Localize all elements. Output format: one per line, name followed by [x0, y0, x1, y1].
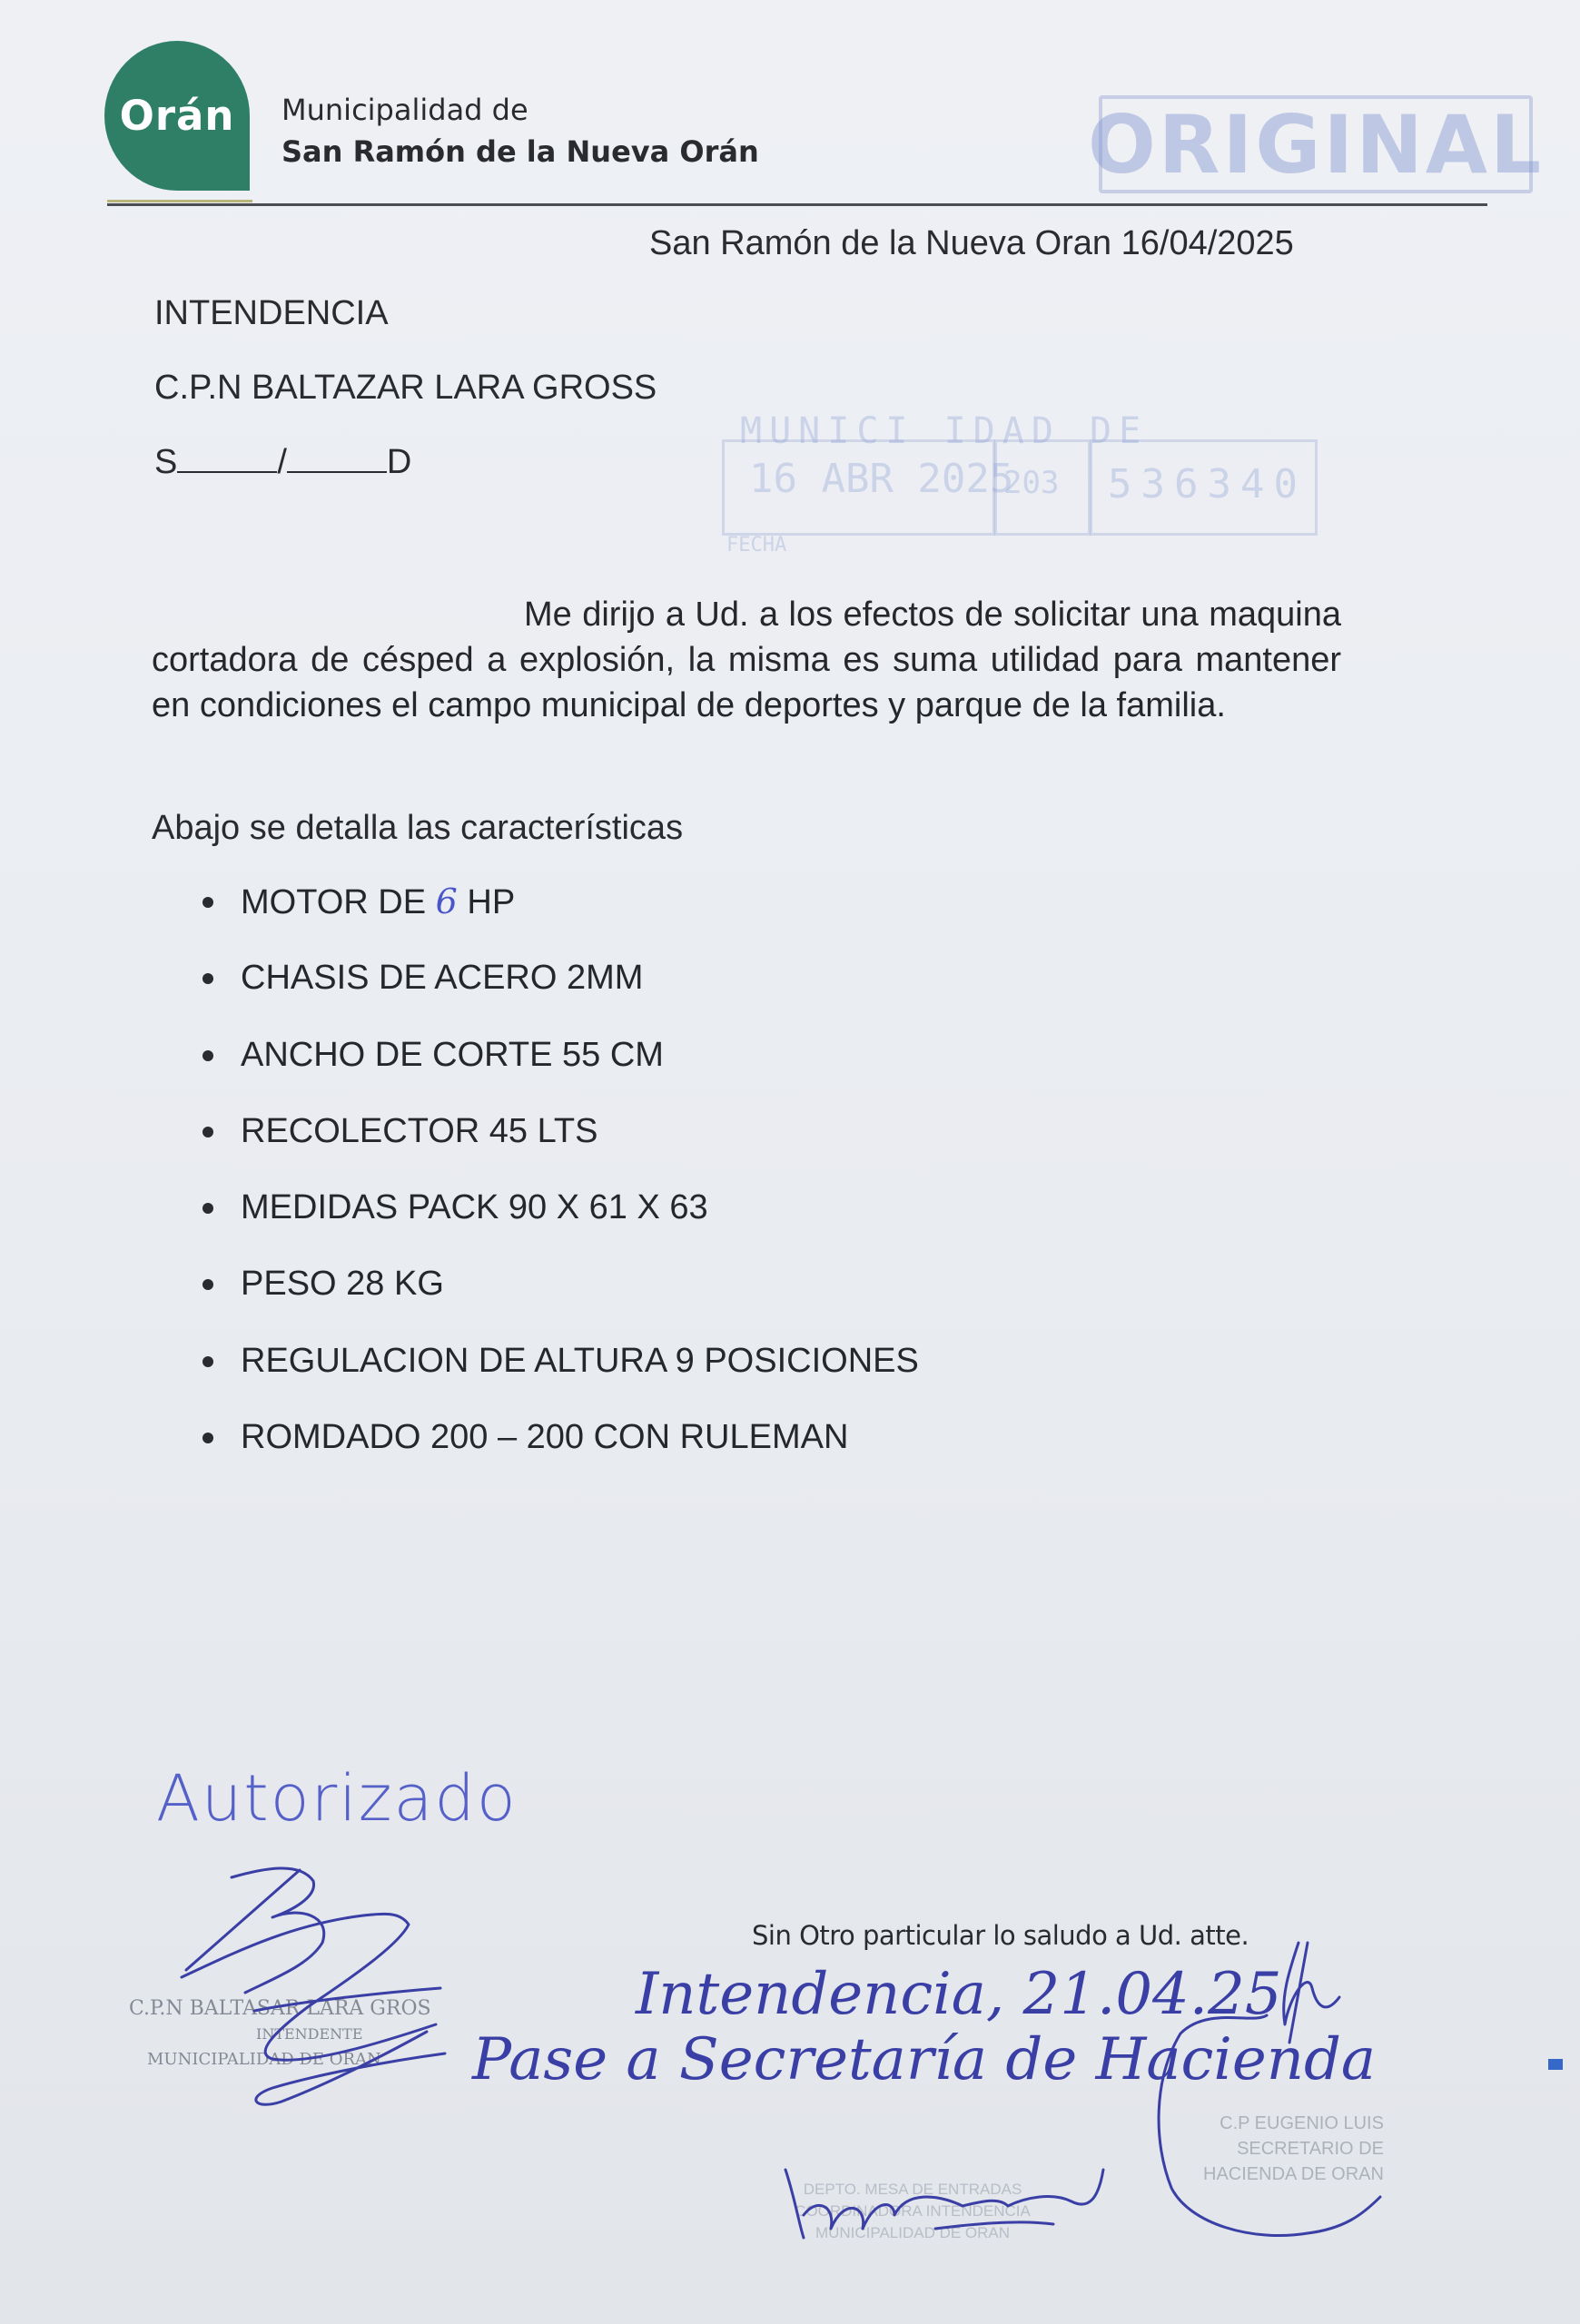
stamp-line: C.P EUGENIO LUIS — [1220, 2113, 1384, 2133]
received-number: 536340 — [1108, 461, 1307, 507]
feature-text: MEDIDAS PACK 90 X 61 X 63 — [241, 1188, 708, 1227]
features-intro: Abajo se detalla las características — [152, 809, 684, 847]
municipality-line-2: San Ramón de la Nueva Orán — [281, 134, 759, 169]
feature-text: MOTOR DE — [241, 883, 436, 921]
stamp-line: C.P.N BALTASAR LARA GROS — [129, 1997, 431, 2020]
stamp-line: INTENDENTE — [256, 2025, 363, 2043]
received-label: FECHA — [726, 534, 787, 556]
intendente-signature — [182, 1868, 440, 2060]
municipality-line-1: Municipalidad de — [281, 93, 528, 127]
feature-text: CHASIS DE ACERO 2MM — [241, 959, 644, 998]
recipient-office: INTENDENCIA — [154, 294, 389, 332]
stamp-line: SECRETARIO DE — [1237, 2139, 1384, 2159]
feature-text: ROMDADO 200 – 200 CON RULEMAN — [241, 1418, 849, 1457]
feature-text: REGULACION DE ALTURA 9 POSICIONES — [241, 1341, 919, 1380]
closing-line: Sin Otro particular lo saludo a Ud. atte. — [752, 1920, 1249, 1951]
salutation-s: S — [154, 443, 178, 481]
intendente-signature-loop — [256, 2032, 445, 2104]
handwritten-value: 6 — [435, 881, 458, 921]
intendencia-date-handwriting: Intendencia, 21.04.25 — [636, 1961, 1282, 2028]
stamp-line: HACIENDA DE ORAN — [1203, 2164, 1384, 2184]
logo-text: Orán — [119, 92, 235, 140]
stamp-line: COORDINADORA INTENDENCIA — [795, 2202, 1031, 2220]
pase-handwriting: Pase a Secretaría de Hacienda — [472, 2026, 1377, 2093]
received-code: 203 — [1003, 465, 1060, 501]
authorized-handwriting: Autorizado — [156, 1761, 518, 1836]
received-date: 16 ABR 2025 — [749, 456, 1014, 502]
stamp-line: DEPTO. MESA DE ENTRADAS — [803, 2181, 1022, 2198]
feature-text: PESO 28 KG — [241, 1265, 444, 1304]
received-stamp-header: MUNICI IDAD DE — [740, 410, 1149, 452]
recipient-name: C.P.N BALTAZAR LARA GROSS — [154, 369, 657, 407]
stamp-line: MUNICIPALIDAD DE ORAN — [147, 2050, 381, 2069]
feature-text: ANCHO DE CORTE 55 CM — [241, 1035, 664, 1074]
mesa-entradas-signature — [785, 2170, 1103, 2238]
secretary-signature — [1159, 1943, 1380, 2236]
salutation-d: D — [386, 443, 412, 481]
original-stamp: ORIGINAL — [1099, 95, 1533, 193]
place-date: San Ramón de la Nueva Oran 16/04/2025 — [649, 224, 1294, 262]
letter-body: Me dirijo a Ud. a los efectos de solicitar una maquina cortadora de césped a explosión, la misma es suma utilidad para mantener en condiciones el campo municipal de deportes y parque de la familia. — [152, 596, 1341, 724]
feature-text-suffix: HP — [457, 883, 516, 921]
stamp-line: MUNICIPALIDAD DE ORAN — [815, 2224, 1011, 2241]
feature-text: RECOLECTOR 45 LTS — [241, 1111, 598, 1150]
salutation-slash: / — [277, 443, 287, 481]
